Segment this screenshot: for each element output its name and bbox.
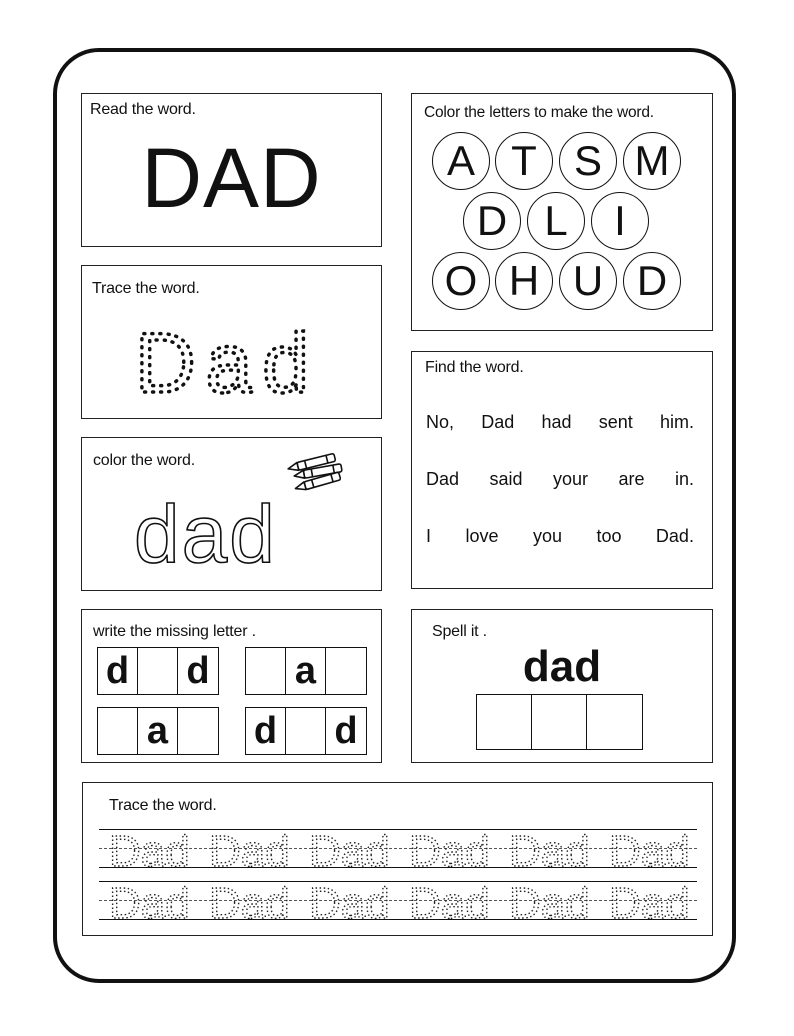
sentence-word: Dad [481,412,515,432]
find-word-panel [411,351,713,589]
letter-cell: d [186,649,210,692]
sentence-word: Dad. [655,526,694,546]
dotted-trace-word: Dad [109,829,190,869]
spell-it-panel [411,609,713,763]
letter-cell: d [246,708,286,754]
trace-word-instruction: Trace the word. [92,280,200,297]
missing-letter-panel [81,609,382,763]
sentence-1 [426,412,694,433]
spell-it-word: dad [522,642,602,691]
sentence-word: said [489,469,523,489]
trace-words [99,881,697,921]
sentence-word: in. [674,469,694,489]
letter-circle-s[interactable]: S [559,132,617,190]
read-word-instruction: Read the word. [90,101,196,118]
letter-circle-d[interactable]: D [623,252,681,310]
sentence-word: too [596,526,622,546]
sentence-word: had [541,412,572,432]
dotted-trace-word: Dad [409,829,490,869]
trace-words [99,829,697,869]
letter-circle-m[interactable]: M [623,132,681,190]
trace-line-row [99,881,697,921]
letter-cell: d [334,709,358,752]
sentence-word: love [465,526,499,546]
sentence-2 [426,469,694,490]
sentence-word: I [426,526,432,546]
dotted-trace-word: Dad [309,881,390,921]
letter-circle-d[interactable]: D [463,192,521,250]
letter-circle-t[interactable]: T [495,132,553,190]
dotted-trace-word: Dad [609,881,690,921]
dotted-trace-text: Dad [134,316,320,410]
letter-circle-i[interactable]: I [591,192,649,250]
letter-cell: d [98,648,138,694]
letter-circle-o[interactable]: O [432,252,490,310]
sentence-word: sent [598,412,633,432]
outline-color-word [82,438,383,592]
sentence-3 [426,526,694,547]
color-word-instruction: color the word. [93,452,195,469]
letter-circle-l[interactable]: L [527,192,585,250]
letter-cell: a [286,648,326,694]
read-word-panel [81,93,382,247]
trace-word-panel [81,265,382,419]
missing-letter-grid-4 [245,707,367,755]
letter-cell-blank[interactable] [286,708,326,754]
sentence-word: No, [426,412,455,432]
letter-cell-blank[interactable] [326,648,366,694]
dotted-trace-word: Dad [209,881,290,921]
letter-cell: a [138,708,178,754]
letter-circle-h[interactable]: H [495,252,553,310]
dotted-trace-word: Dad [609,829,690,869]
missing-letter-grid-3 [97,707,219,755]
sentence-word: you [532,526,562,546]
letter-circle-u[interactable]: U [559,252,617,310]
sentence-word: Dad [426,469,460,489]
trace-line-row [99,829,697,869]
trace-lines-panel [82,782,713,936]
dotted-trace-word: Dad [309,829,390,869]
color-word-panel [81,437,382,591]
dotted-trace-word: Dad [509,881,590,921]
letter-cell-blank[interactable] [178,708,218,754]
dotted-trace-word: Dad [509,829,590,869]
letter-cell-blank[interactable] [246,648,286,694]
sentence-word: him. [659,412,694,432]
dotted-trace-word: Dad [209,829,290,869]
read-word-text: DAD [141,131,322,225]
outline-color-text: dad [134,489,277,580]
trace-lines-instruction: Trace the word. [109,797,217,814]
dotted-trace-word: Dad [109,881,190,921]
dotted-trace-word: Dad [409,881,490,921]
spell-box[interactable] [532,695,587,749]
sentence-word: your [553,469,589,489]
missing-letter-grid-2 [245,647,367,695]
sentence-word: are [618,469,645,489]
missing-letter-grid-1 [97,647,219,695]
spell-it-instruction: Spell it . [432,623,487,640]
spell-box[interactable] [587,695,642,749]
letter-circle-a[interactable]: A [432,132,490,190]
letter-cell-blank[interactable] [138,648,178,694]
letter-cell-blank[interactable] [98,708,138,754]
missing-letter-instruction: write the missing letter . [93,623,256,640]
find-word-instruction: Find the word. [425,359,524,376]
spell-box[interactable] [477,695,532,749]
spell-it-boxes [476,694,643,750]
color-letters-instruction: Color the letters to make the word. [424,104,654,121]
color-letters-panel [411,93,713,331]
dotted-trace-word [82,266,383,420]
